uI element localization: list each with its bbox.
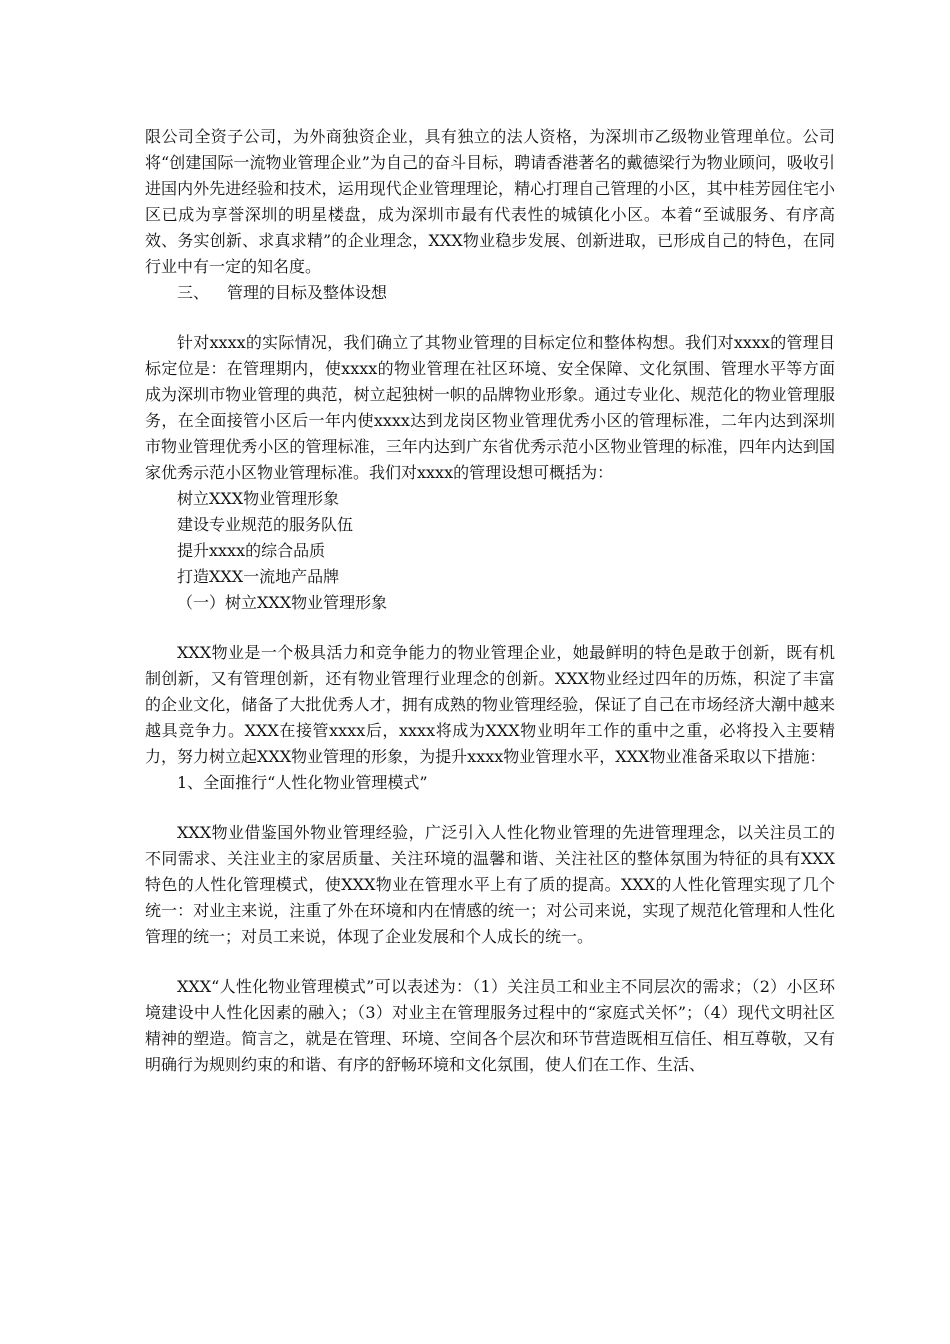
- subsection-1-paragraph: XXX物业是一个极具活力和竞争能力的物业管理企业，她最鲜明的特色是敢于创新，既有机制创新，又有管理创新，还有物业管理行业理念的创新。XXX物业经过四年的历炼，积淀了丰富的企业文化，储备了大批优秀人才，拥有成熟的物业管理经验，保证了自己在市场经济大潮中越来越具竞争力。XXX在接管xxxx后，xxxx将成为XXX物业明年工作的重中之重，必将投入主要精力，努力树立起XXX物业管理的形象，为提升xxxx物业管理水平，XXX物业准备采取以下措施：: [145, 643, 835, 766]
- subsection-1-heading: （一）树立XXX物业管理形象: [177, 593, 388, 612]
- point-1-heading: 1、全面推行“人性化物业管理模式”: [177, 773, 428, 792]
- point-1-paragraph-2: XXX“人性化物业管理模式”可以表述为：（1）关注员工和业主不同层次的需求；（2）小区环境建设中人性化因素的融入；（3）对业主在管理服务过程中的“家庭式关怀”；（4）现代文明社区精神的塑造。简言之，就是在管理、环境、空间各个层次和环节营造既相互信任、相互尊敬，又有明确行为规则约束的和谐、有序的舒畅环境和文化氛围，使人们在工作、生活、: [145, 977, 835, 1074]
- document-body: [145, 124, 835, 1078]
- goal-item: 提升xxxx的综合品质: [177, 541, 326, 560]
- section-3-heading: [145, 280, 835, 306]
- goal-item: 打造XXX一流地产品牌: [177, 567, 340, 586]
- section-3-paragraph: 针对xxxx的实际情况，我们确立了其物业管理的目标定位和整体构想。我们对xxxx的管理目标定位是：在管理期内，使xxxx的物业管理在社区环境、安全保障、文化氛围、管理水平等方面成为深圳市物业管理的典范，树立起独树一帜的品牌物业形象。通过专业化、规范化的物业管理服务，在全面接管小区后一年内使xxxx达到龙岗区物业管理优秀小区的管理标准，二年内达到深圳市物业管理优秀小区的管理标准，三年内达到广东省优秀示范小区物业管理的标准，四年内达到国家优秀示范小区物业管理标准。我们对xxxx的管理设想可概括为：: [145, 333, 835, 482]
- section-3-title: 管理的目标及整体设想: [227, 283, 388, 302]
- intro-paragraph: 限公司全资子公司，为外商独资企业，具有独立的法人资格，为深圳市乙级物业管理单位。公司将“创建国际一流物业管理企业”为自己的奋斗目标，聘请香港著名的戴德梁行为物业顾问，吸收引进国内外先进经验和技术，运用现代企业管理理论，精心打理自己管理的小区，其中桂芳园住宅小区已成为享誉深圳的明星楼盘，成为深圳市最有代表性的城镇化小区。本着“至诚服务、有序高效、务实创新、求真求精”的企业理念，XXX物业稳步发展、创新进取，已形成自己的特色，在同行业中有一定的知名度。: [145, 127, 835, 276]
- point-1-paragraph-1: XXX物业借鉴国外物业管理经验，广泛引入人性化物业管理的先进管理理念，以关注员工的不同需求、关注业主的家居质量、关注环境的温馨和谐、关注社区的整体氛围为特征的具有XXX特色的人性化管理模式，使XXX物业在管理水平上有了质的提高。XXX的人性化管理实现了几个统一：对业主来说，注重了外在环境和内在情感的统一；对公司来说，实现了规范化管理和人性化管理的统一；对员工来说，体现了企业发展和个人成长的统一。: [145, 823, 835, 946]
- section-3-number: 三、: [177, 283, 210, 302]
- goal-item: 建设专业规范的服务队伍: [177, 515, 354, 534]
- goal-item: 树立XXX物业管理形象: [177, 489, 340, 508]
